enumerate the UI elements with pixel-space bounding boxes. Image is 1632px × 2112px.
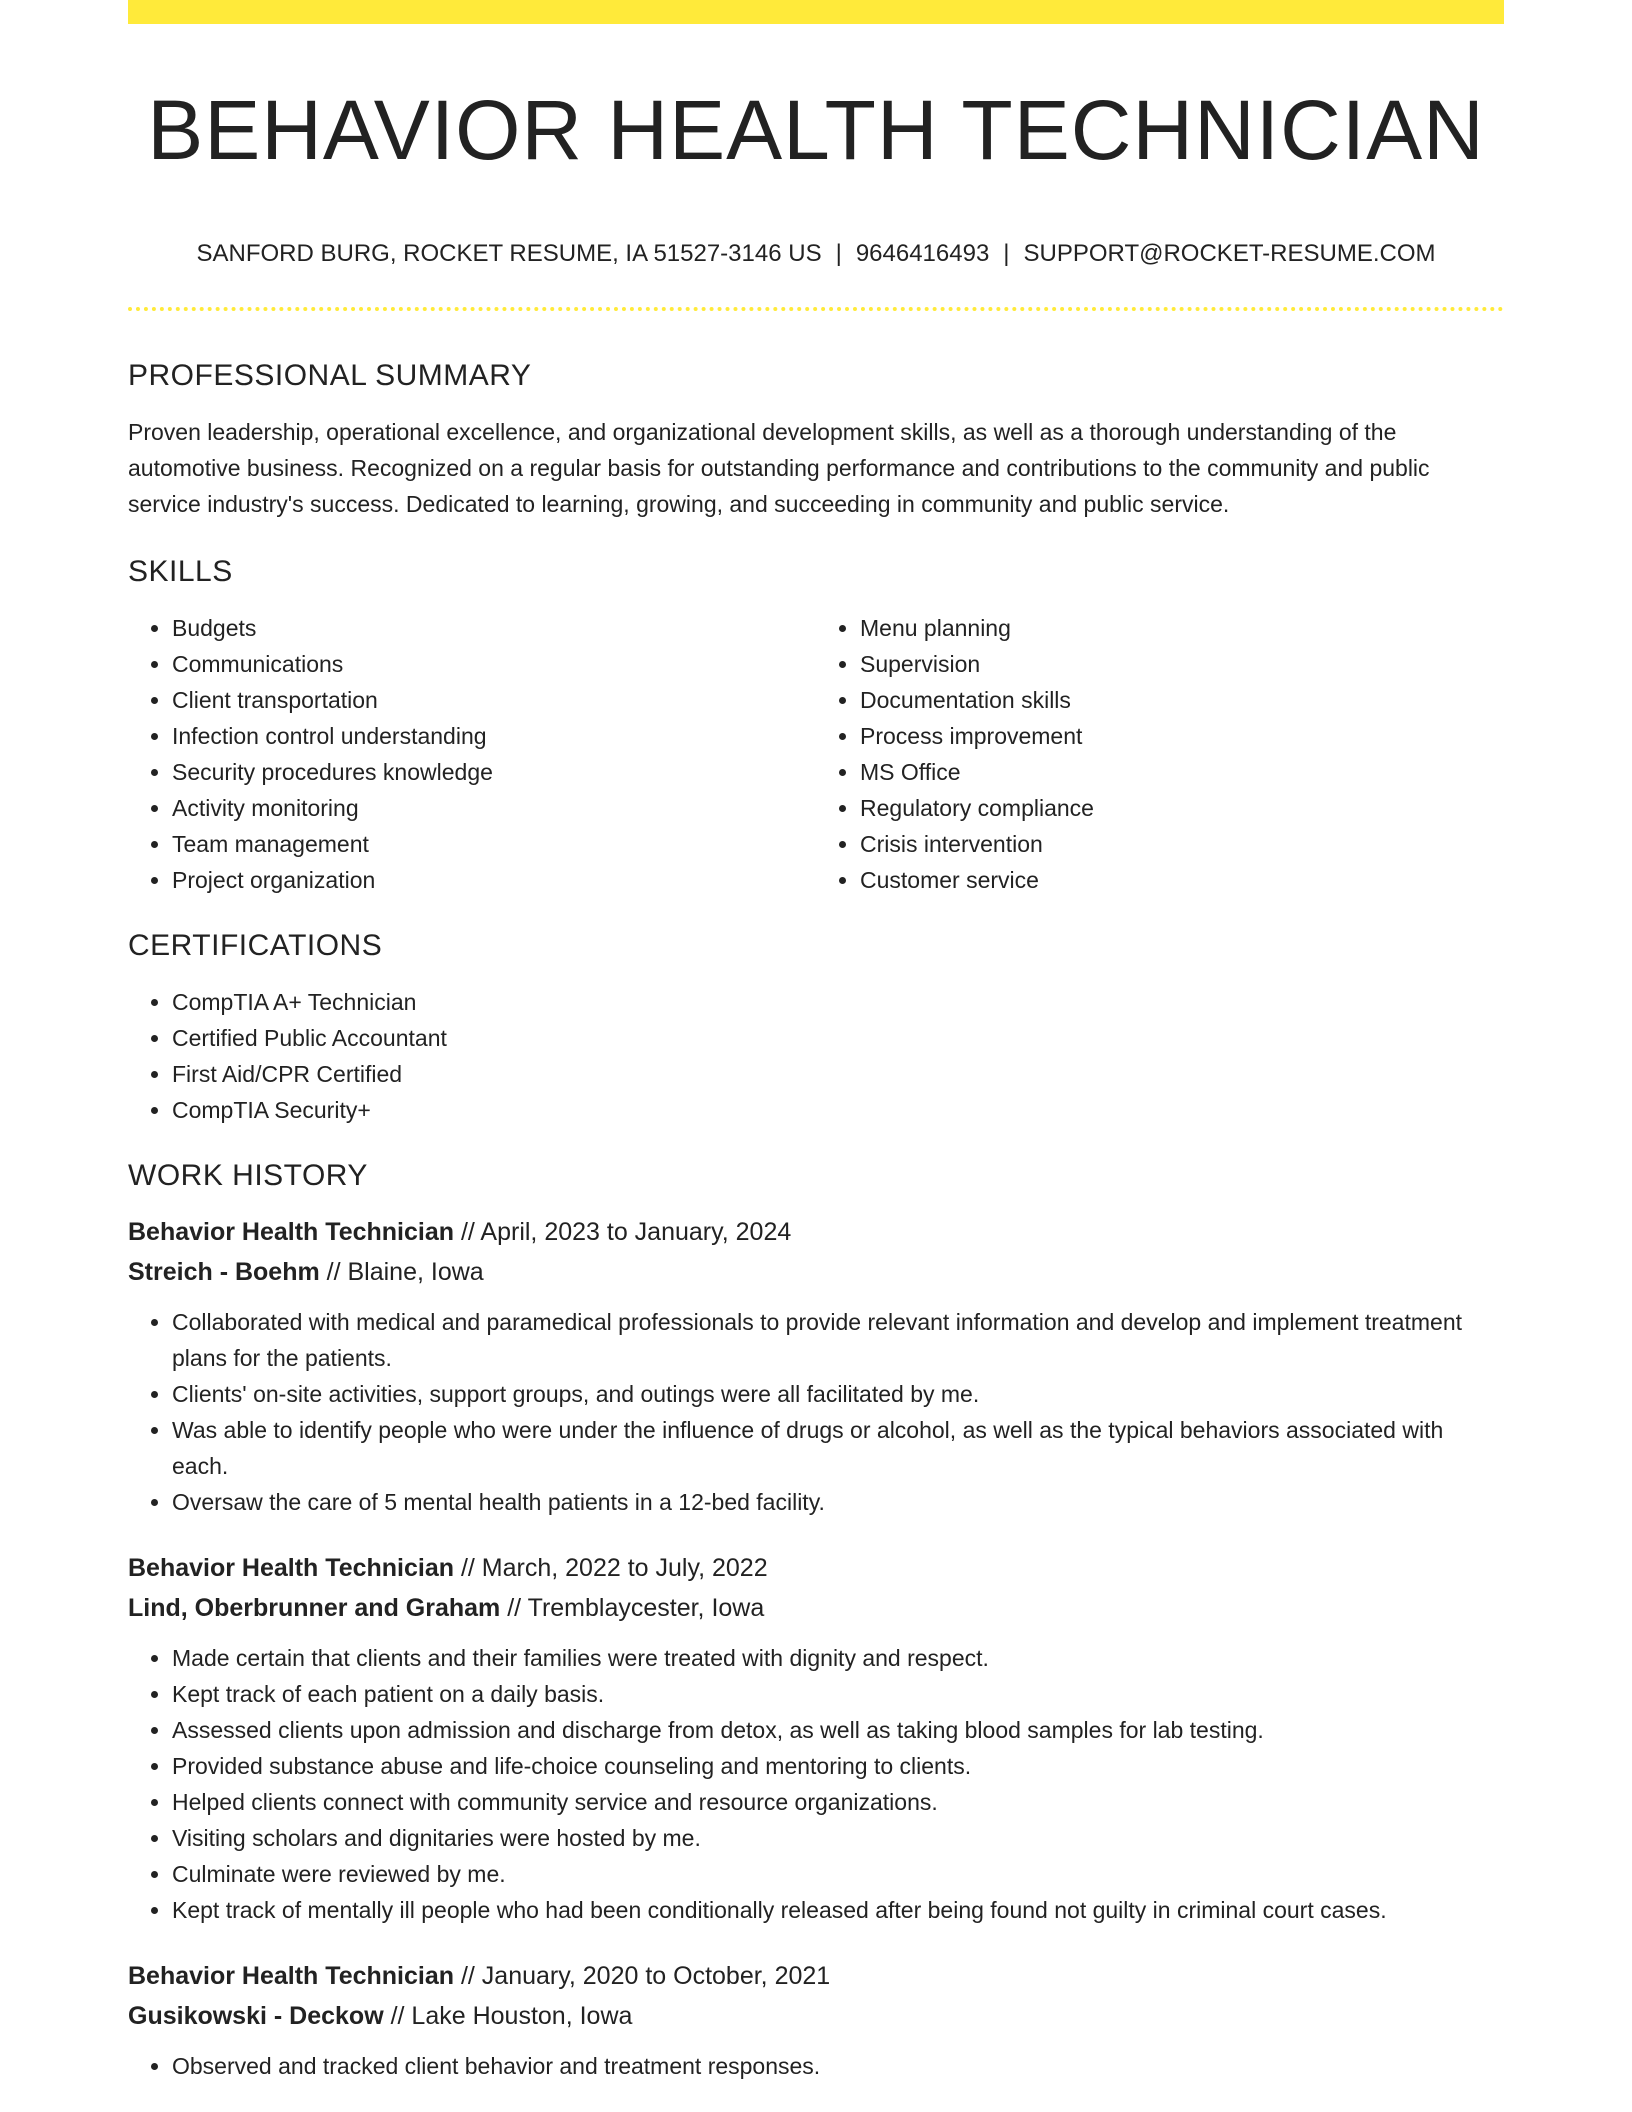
job-duty: • Collaborated with medical and paramedical professionals to provide relevant information and develop and implement treatment plans for the patients. [172, 1304, 1504, 1376]
contact-separator: | [1003, 240, 1010, 267]
skill-item: • Client transportation [172, 682, 816, 718]
skill-item: • Activity monitoring [172, 790, 816, 826]
work-history-section [128, 1148, 1504, 2084]
skill-item: • MS Office [860, 754, 1504, 790]
job-company-line [128, 1996, 1504, 2036]
skills-heading: SKILLS [128, 555, 233, 588]
skill-item: • Project organization [172, 862, 816, 898]
certification-item: • First Aid/CPR Certified [172, 1056, 1504, 1092]
skill-item: • Communications [172, 646, 816, 682]
certification-item: • Certified Public Accountant [172, 1020, 1504, 1056]
job-entry [128, 1548, 1504, 1928]
skill-item: • Security procedures knowledge [172, 754, 816, 790]
job-title: Behavior Health Technician [128, 1218, 455, 1246]
resume-title: BEHAVIOR HEALTH TECHNICIAN [147, 83, 1485, 177]
job-duty: • Kept track of mentally ill people who had been conditionally released after being found not guilty in criminal court cases. [172, 1892, 1504, 1928]
job-title-line [128, 1956, 1504, 1996]
skill-item: • Customer service [860, 862, 1504, 898]
skill-item: • Infection control understanding [172, 718, 816, 754]
job-location: // Lake Houston, Iowa [383, 2002, 633, 2030]
job-duties-list [128, 1304, 1504, 1520]
skill-item: • Regulatory compliance [860, 790, 1504, 826]
job-duties-list [128, 2048, 1504, 2084]
job-company: Lind, Oberbrunner and Graham [128, 1594, 501, 1622]
job-duty: • Oversaw the care of 5 mental health patients in a 12-bed facility. [172, 1484, 1504, 1520]
job-company-line [128, 1588, 1504, 1628]
certifications-heading: CERTIFICATIONS [128, 929, 383, 962]
summary-text: Proven leadership, operational excellence, and organizational development skills, as well as a thorough understanding of the automotive business. Recognized on a regular basis for outstanding performance and contributions to the community and public service industry's success. Dedicated to learning, growing, and succeeding in community and public service. [128, 419, 1430, 517]
certification-item: • CompTIA A+ Technician [172, 984, 1504, 1020]
contact-email: SUPPORT@ROCKET-RESUME.COM [1023, 240, 1436, 267]
certifications-section [128, 918, 1504, 1128]
header-divider [128, 307, 1504, 311]
job-company: Gusikowski - Deckow [128, 2002, 384, 2030]
job-title: Behavior Health Technician [128, 1962, 455, 1990]
job-duty: • Visiting scholars and dignitaries were hosted by me. [172, 1820, 1504, 1856]
job-duty: • Culminate were reviewed by me. [172, 1856, 1504, 1892]
job-duty: • Assessed clients upon admission and discharge from detox, as well as taking blood samples for lab testing. [172, 1712, 1504, 1748]
job-duty: • Helped clients connect with community service and resource organizations. [172, 1784, 1504, 1820]
job-duty: • Provided substance abuse and life-choice counseling and mentoring to clients. [172, 1748, 1504, 1784]
skill-item: • Documentation skills [860, 682, 1504, 718]
work-history-heading: WORK HISTORY [128, 1159, 368, 1192]
job-dates: // March, 2022 to July, 2022 [454, 1554, 768, 1582]
job-location: // Blaine, Iowa [319, 1258, 484, 1286]
certifications-list [128, 984, 1504, 1128]
skills-section [128, 544, 1504, 918]
certification-item: • CompTIA Security+ [172, 1092, 1504, 1128]
accent-top-bar [128, 0, 1504, 24]
job-company: Streich - Boehm [128, 1258, 320, 1286]
job-location: // Tremblaycester, Iowa [500, 1594, 765, 1622]
job-dates: // April, 2023 to January, 2024 [454, 1218, 792, 1246]
job-dates: // January, 2020 to October, 2021 [454, 1962, 831, 1990]
skill-item: • Team management [172, 826, 816, 862]
resume-body [128, 348, 1504, 2112]
job-duties-list [128, 1640, 1504, 1928]
skills-list-left [128, 610, 816, 898]
job-duty: • Made certain that clients and their families were treated with dignity and respect. [172, 1640, 1504, 1676]
job-title-line [128, 1212, 1504, 1252]
contact-separator: | [835, 240, 842, 267]
job-duty: • Was able to identify people who were under the influence of drugs or alcohol, as well as the typical behaviors associated with each. [172, 1412, 1504, 1484]
job-duty: • Kept track of each patient on a daily basis. [172, 1676, 1504, 1712]
skills-list-right [816, 610, 1504, 898]
summary-section [128, 348, 1504, 522]
job-entry [128, 1956, 1504, 2084]
skills-grid [128, 600, 1504, 918]
skill-item: • Crisis intervention [860, 826, 1504, 862]
job-duty: • Clients' on-site activities, support groups, and outings were all facilitated by me. [172, 1376, 1504, 1412]
job-title-line [128, 1548, 1504, 1588]
job-company-line [128, 1252, 1504, 1292]
job-duty: • Observed and tracked client behavior and treatment responses. [172, 2048, 1504, 2084]
skill-item: • Menu planning [860, 610, 1504, 646]
skill-item: • Supervision [860, 646, 1504, 682]
skill-item: • Budgets [172, 610, 816, 646]
contact-address: SANFORD BURG, ROCKET RESUME, IA 51527-3146 US [196, 240, 822, 267]
contact-phone: 9646416493 [855, 240, 990, 267]
contact-line [128, 236, 1504, 272]
summary-heading: PROFESSIONAL SUMMARY [128, 359, 532, 392]
job-entry [128, 1212, 1504, 1520]
skill-item: • Process improvement [860, 718, 1504, 754]
job-title: Behavior Health Technician [128, 1554, 455, 1582]
